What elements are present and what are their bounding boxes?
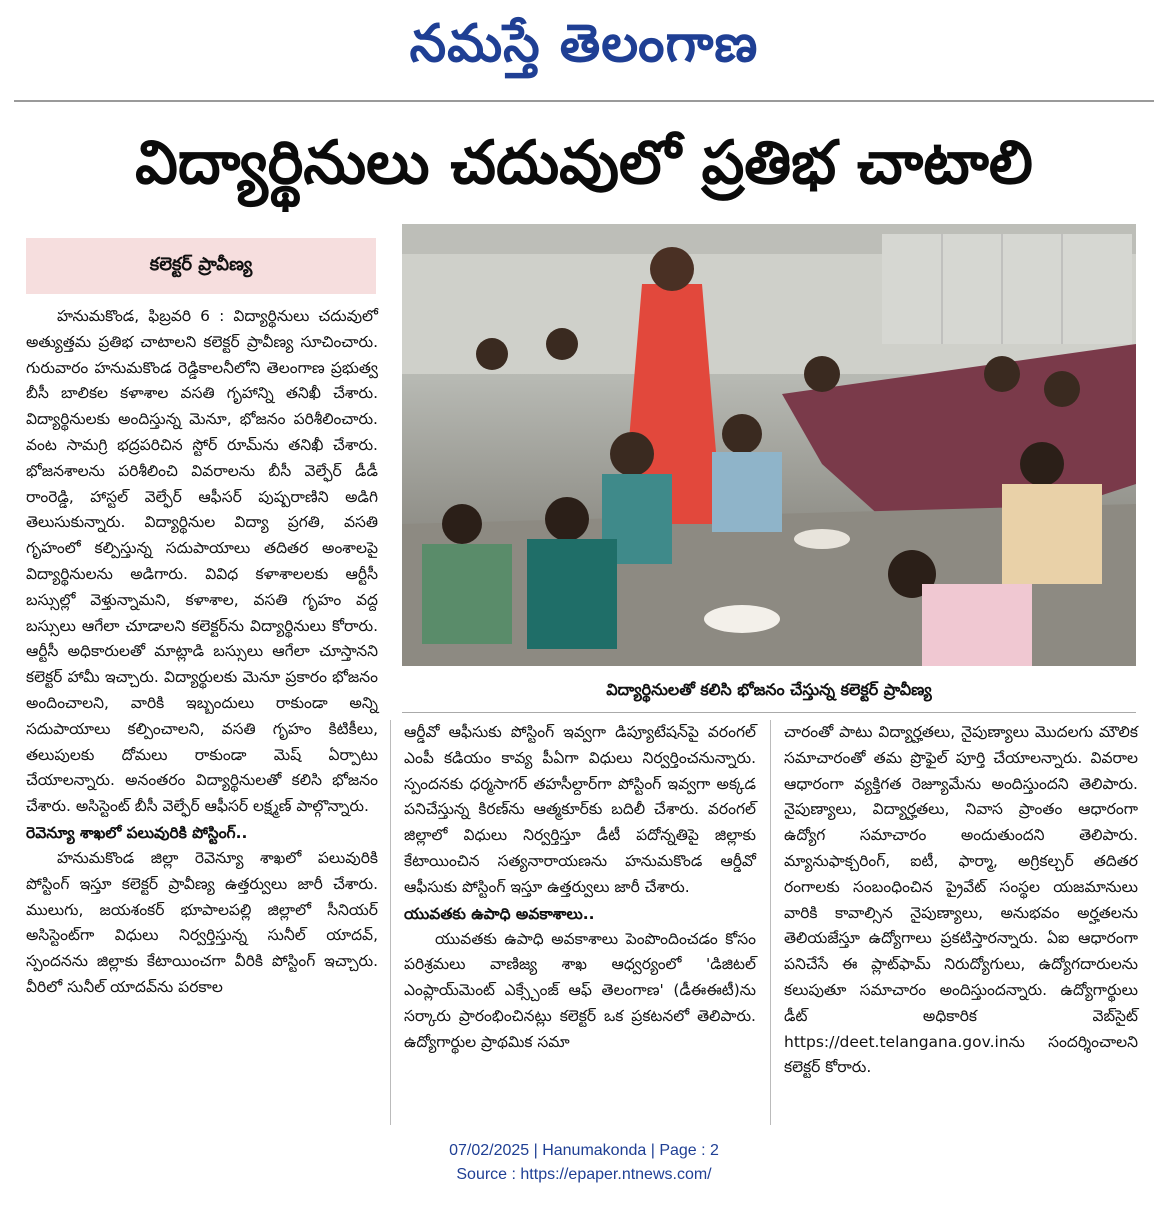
footer-date-line: 07/02/2025 | Hanumakonda | Page : 2 [449,1142,719,1159]
subheading-youth-jobs: యువతకు ఉపాధి అవకాశాలు.. [404,904,595,923]
footer-source-line: Source : https://epaper.ntnews.com/ [456,1166,712,1183]
byline: కలెక్టర్ ప్రావీణ్య [149,253,253,275]
caption-divider [402,712,1136,713]
article-column-3 [784,720,1138,1081]
article-paragraph: హనుమకొండ, ఫిబ్రవరి 6 : విద్యార్థినులు చదువులో అత్యుత్తమ ప్రతిభ చాటాలని కలెక్టర్ ప్రావీణ్య సూచించారు. గురువారం హనుమకొండ రెడ్డికాలనీలోని తెలంగాణ ప్రభుత్వ బీసీ బాలికల కళాశాల వసతి గృహాన్ని తనిఖీ చేశారు. విద్యార్థినులకు అందిస్తున్న మెనూ, భోజనం పరిశీలించారు. వంట సామగ్రి భద్రపరిచిన స్టోర్ రూమ్‌ను తనిఖీ చేశారు. భోజనశాలను పరిశీలించి వివరాలను బీసీ వెల్ఫేర్ డీడీ రాంరెడ్డి, హాస్టల్ వెల్ఫేర్ ఆఫీసర్ పుష్పరాణిని అడిగి తెలుసుకున్నారు. విద్యార్థినుల విద్యా ప్రగతి, వసతి గృహంలో కల్పిస్తున్న సదుపాయాలు తదితర అంశాలపై విద్యార్థినులను అడిగారు. వివిధ కళాశాలలకు ఆర్టీసీ బస్సుల్లో వెళ్తున్నామని, కళాశాల, వసతి గృహం వద్ద బస్సులు ఆగేలా చూడాలని కలెక్టర్‌ను విద్యార్థినులు కోరారు. ఆర్టీసీ అధికారులతో మాట్లాడి బస్సులు ఆగేలా చూస్తానని కలెక్టర్ హామీ ఇచ్చారు. విద్యార్థులకు మెనూ ప్రకారం భోజనం అందించాలని, వారికి ఇబ్బందులు రాకుండా అన్ని సదుపాయాలు కల్పించాలని, వసతి గృహం కిటికీలు, తలుపులకు దోమలు రాకుండా మెష్ ఏర్పాటు చేయాలన్నారు. అనంతరం విద్యార్థినులతో కలిసి భోజనం చేశారు. అసిస్టెంట్ బీసీ వెల్ఫేర్ ఆఫీసర్ లక్ష్మణ్ పాల్గొన్నారు. [26,307,378,816]
news-photo [402,224,1136,666]
headline: విద్యార్థినులు చదువులో ప్రతిభ చాటాలి [135,128,1033,198]
article-paragraph: చారంతో పాటు విద్యార్హతలు, నైపుణ్యాలు మొదలగు మౌలిక సమాచారంతో తమ ప్రొఫైల్ పూర్తి చేయాలన్నారు. వివరాల ఆధారంగా వ్యక్తిగత రెజ్యూమేను అందిస్తుందని తెలిపారు. నైపుణ్యాలు, విద్యార్హతలు, నివాస ప్రాంతం ఆధారంగా ఉద్యోగ సమాచారం అందుతుందని తెలిపారు. మ్యానుఫాక్చరింగ్, ఐటీ, ఫార్మా, అగ్రికల్చర్ తదితర రంగాలకు సంబంధించిన ప్రైవేట్ సంస్థల యజమానులు వారికి కావాల్సిన నైపుణ్యాలు, అనుభవం అర్హతలను తెలియజేస్తూ ఉద్యోగాలు ప్రకటిస్తారన్నారు. ఏఐ ఆధారంగా పనిచేసే ఈ ప్లాట్‌ఫామ్ నిరుద్యోగులు, ఉద్యోగదారులను కలుపుతూ సమాచారం అందిస్తుందన్నారు. ఉద్యోగార్థులు డీట్ అధికారిక వెబ్‌సైట్ https://deet.telangana.gov.inను సందర్శించాలని కలెక్టర్ కోరారు. [784,723,1138,1077]
byline-box [26,238,376,294]
article-column-1 [26,304,378,1001]
subheading-revenue: రెవెన్యూ శాఖలో పలువురికి పోస్టింగ్.. [26,823,248,842]
article-paragraph: హనుమకొండ జిల్లా రెవెన్యూ శాఖలో పలువురికి పోస్టింగ్ ఇస్తూ కలెక్టర్ ప్రావీణ్య ఉత్తర్వులు జారీ చేశారు. ములుగు, జయశంకర్ భూపాలపల్లి జిల్లాలో సీనియర్ అసిస్టెంట్‌గా విధులు నిర్వర్తిస్తున్న సునీల్ యాదవ్, స్పందనను జిల్లాకు కేటాయించగా వీరికి పోస్టింగ్ ఇచ్చారు. వీరిలో సునీల్ యాదవ్‌ను పరకాల [26,848,378,996]
column-divider [770,720,771,1125]
masthead-logo: నమస్తే తెలంగాణ [409,13,759,74]
column-divider [390,720,391,1125]
article-paragraph: ఆర్డీవో ఆఫీసుకు పోస్టింగ్ ఇవ్వగా డిప్యూటేషన్‌పై వరంగల్ ఎంపీ కడియం కావ్య పీఏగా విధులు నిర్వర్తించనున్నారు. స్పందనకు ధర్మసాగర్ తహసీల్దార్‌గా పోస్టింగ్ ఇవ్వగా అక్కడ పనిచేస్తున్న కిరణ్‌ను ఆత్మకూర్‌కు బదిలీ చేశారు. వరంగల్ జిల్లాలో విధులు నిర్వర్తిస్తూ డీటీ పదోన్నతిపై జిల్లాకు కేటాయించిన సత్యనారాయణను హనుమకొండ ఆర్డీవో ఆఫీసుకు పోస్టింగ్ ఇస్తూ ఉత్తర్వులు జారీ చేశారు. [404,723,756,896]
dining-hall-photo-icon [402,224,1136,666]
article-column-2 [404,720,756,1056]
article-paragraph: యువతకు ఉపాధి అవకాశాలు పెంపొందించడం కోసం పరిశ్రమలు వాణిజ్య శాఖ ఆధ్వర్యంలో 'డిజిటల్ ఎంప్లాయ్‌మెంట్ ఎక్స్చేంజ్ ఆఫ్ తెలంగాణ' (డీఈఈటీ)ను సర్కారు ప్రారంభించినట్లు కలెక్టర్ ఒక ప్రకటనలో తెలిపారు. ఉద్యోగార్థుల ప్రాథమిక సమా [404,929,756,1051]
photo-caption: విద్యార్థినులతో కలిసి భోజనం చేస్తున్న కలెక్టర్ ప్రావీణ్య [606,680,932,699]
masthead-divider [14,100,1154,102]
